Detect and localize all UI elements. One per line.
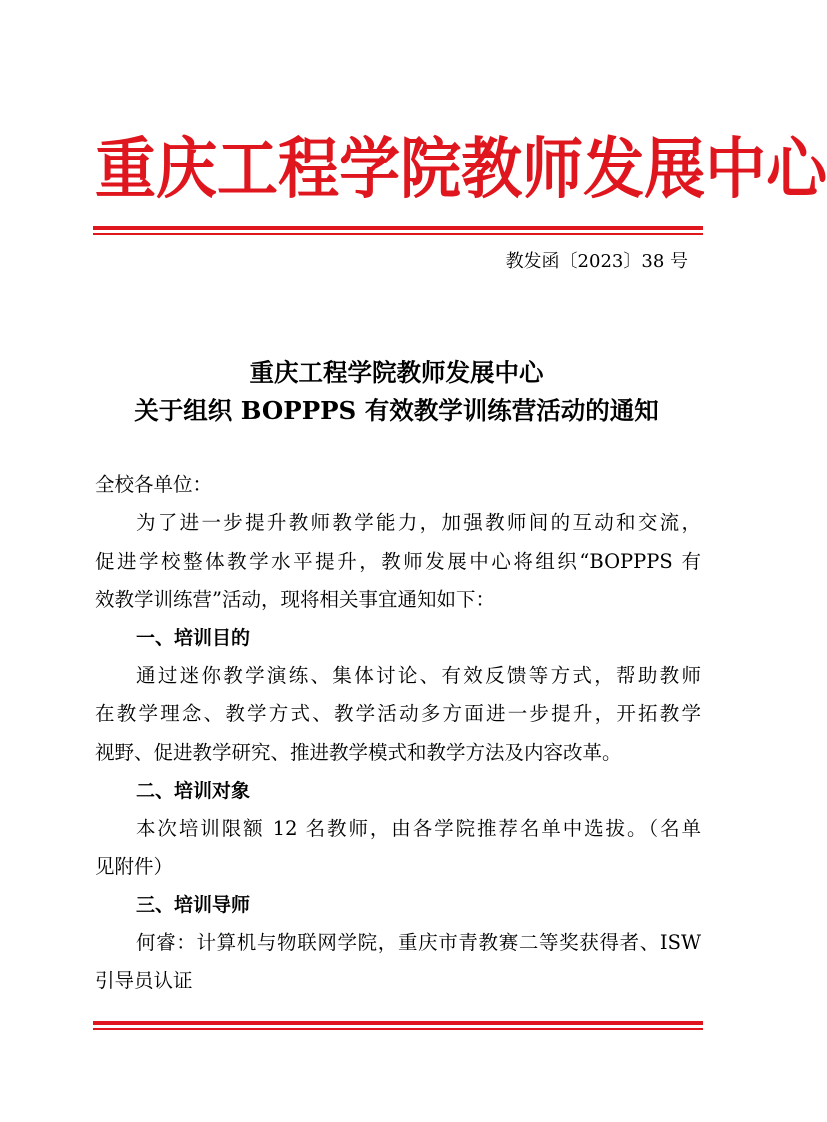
section-heading-purpose: 一、培训目的 [136, 627, 251, 649]
intro-line: 促进学校整体教学水平提升，教师发展中心将组织“BOPPPS 有 [95, 550, 701, 573]
letterhead-char: 庆 [156, 134, 218, 207]
letterhead-char: 工 [217, 134, 279, 207]
footer-rule-thin [93, 1028, 703, 1030]
document-number: 教发函〔2023〕38 号 [505, 251, 688, 272]
letterhead-title [95, 125, 827, 218]
section-heading-trainer: 三、培训导师 [136, 894, 251, 916]
section-line: 视野、促进教学研究、推进教学模式和教学方法及内容改革。 [95, 741, 622, 764]
section-line: 在教学理念、教学方式、教学活动多方面进一步提升，开拓教学 [95, 702, 701, 725]
letterhead-char: 教 [461, 134, 523, 207]
header-rule-thick [93, 226, 703, 230]
salutation: 全校各单位： [95, 473, 213, 496]
footer-rule-thick [93, 1021, 703, 1025]
section-line: 何睿：计算机与物联网学院，重庆市青教赛二等奖获得者、ISW [136, 931, 701, 954]
notice-title-line1: 重庆工程学院教师发展中心 [249, 358, 544, 387]
section-heading-audience: 二、培训对象 [136, 780, 251, 802]
letterhead-char: 心 [766, 134, 827, 207]
letterhead-char: 展 [644, 134, 706, 207]
section-line: 引导员认证 [95, 969, 193, 992]
section-line: 通过迷你教学演练、集体讨论、有效反馈等方式，帮助教师 [136, 664, 701, 687]
letterhead-char: 师 [522, 134, 584, 207]
letterhead-char: 学 [339, 134, 401, 207]
letterhead-char: 重 [95, 134, 157, 207]
letterhead-char: 中 [705, 134, 767, 207]
intro-line: 效教学训练营”活动，现将相关事宜通知如下： [95, 588, 495, 611]
intro-line: 为了进一步提升教师教学能力，加强教师间的互动和交流， [136, 511, 701, 534]
section-line: 本次培训限额 12 名教师，由各学院推荐名单中选拔。（名单 [136, 817, 701, 840]
notice-title-line2: 关于组织 BOPPPS 有效教学训练营活动的通知 [134, 396, 659, 425]
section-line: 见附件） [95, 855, 174, 878]
letterhead-char: 院 [400, 134, 462, 207]
header-rule-thin [93, 233, 703, 235]
letterhead-char: 程 [278, 134, 340, 207]
letterhead-char: 发 [583, 134, 645, 207]
